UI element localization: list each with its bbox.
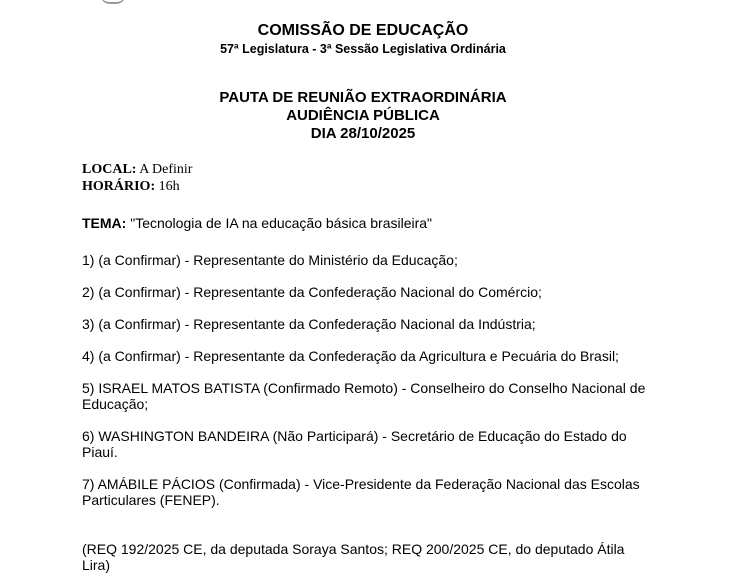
agenda-date: DIA 28/10/2025	[310, 125, 416, 142]
theme-value: "Tecnologia de IA na educação básica brasileira"	[130, 215, 433, 231]
agenda-type: PAUTA DE REUNIÃO EXTRAORDINÁRIA	[219, 89, 507, 106]
location-line	[82, 161, 192, 178]
time-label: HORÁRIO:	[82, 179, 156, 194]
theme-label: TEMA:	[82, 215, 127, 231]
location-value: A Definir	[139, 162, 193, 177]
requirements-note: (REQ 192/2025 CE, da deputada Soraya Santos; REQ 200/2025 CE, do deputado Átila Lira)	[82, 541, 625, 573]
agenda-subtype: AUDIÊNCIA PÚBLICA	[286, 107, 440, 124]
committee-title: COMISSÃO DE EDUCAÇÃO	[257, 22, 469, 39]
time-line	[82, 178, 192, 195]
list-item: 4) (a Confirmar) - Representante da Confederação da Agricultura e Pecuária do Brasil;	[82, 348, 619, 364]
list-item: 3) (a Confirmar) - Representante da Confederação Nacional da Indústria;	[82, 316, 536, 332]
meeting-details	[82, 161, 192, 195]
list-item: 7) AMÁBILE PÁCIOS (Confirmada) - Vice-Presidente da Federação Nacional das Escolas Particulares (FENEP).	[82, 476, 640, 508]
list-item: 6) WASHINGTON BANDEIRA (Não Participará) - Secretário de Educação do Estado do Piauí.	[82, 428, 627, 460]
list-item: 5) ISRAEL MATOS BATISTA (Confirmado Remoto) - Conselheiro do Conselho Nacional de Educação;	[82, 380, 646, 412]
agenda-heading	[0, 89, 726, 143]
time-value: 16h	[158, 179, 180, 194]
list-item: 2) (a Confirmar) - Representante da Confederação Nacional do Comércio;	[82, 284, 542, 300]
theme-line	[82, 215, 432, 231]
legislature-session: 57ª Legislatura - 3ª Sessão Legislativa Ordinária	[220, 42, 506, 56]
list-item: 1) (a Confirmar) - Representante do Ministério da Educação;	[82, 252, 458, 268]
coat-of-arms-logo	[100, 0, 126, 4]
participant-list	[82, 252, 652, 524]
location-label: LOCAL:	[82, 162, 137, 177]
